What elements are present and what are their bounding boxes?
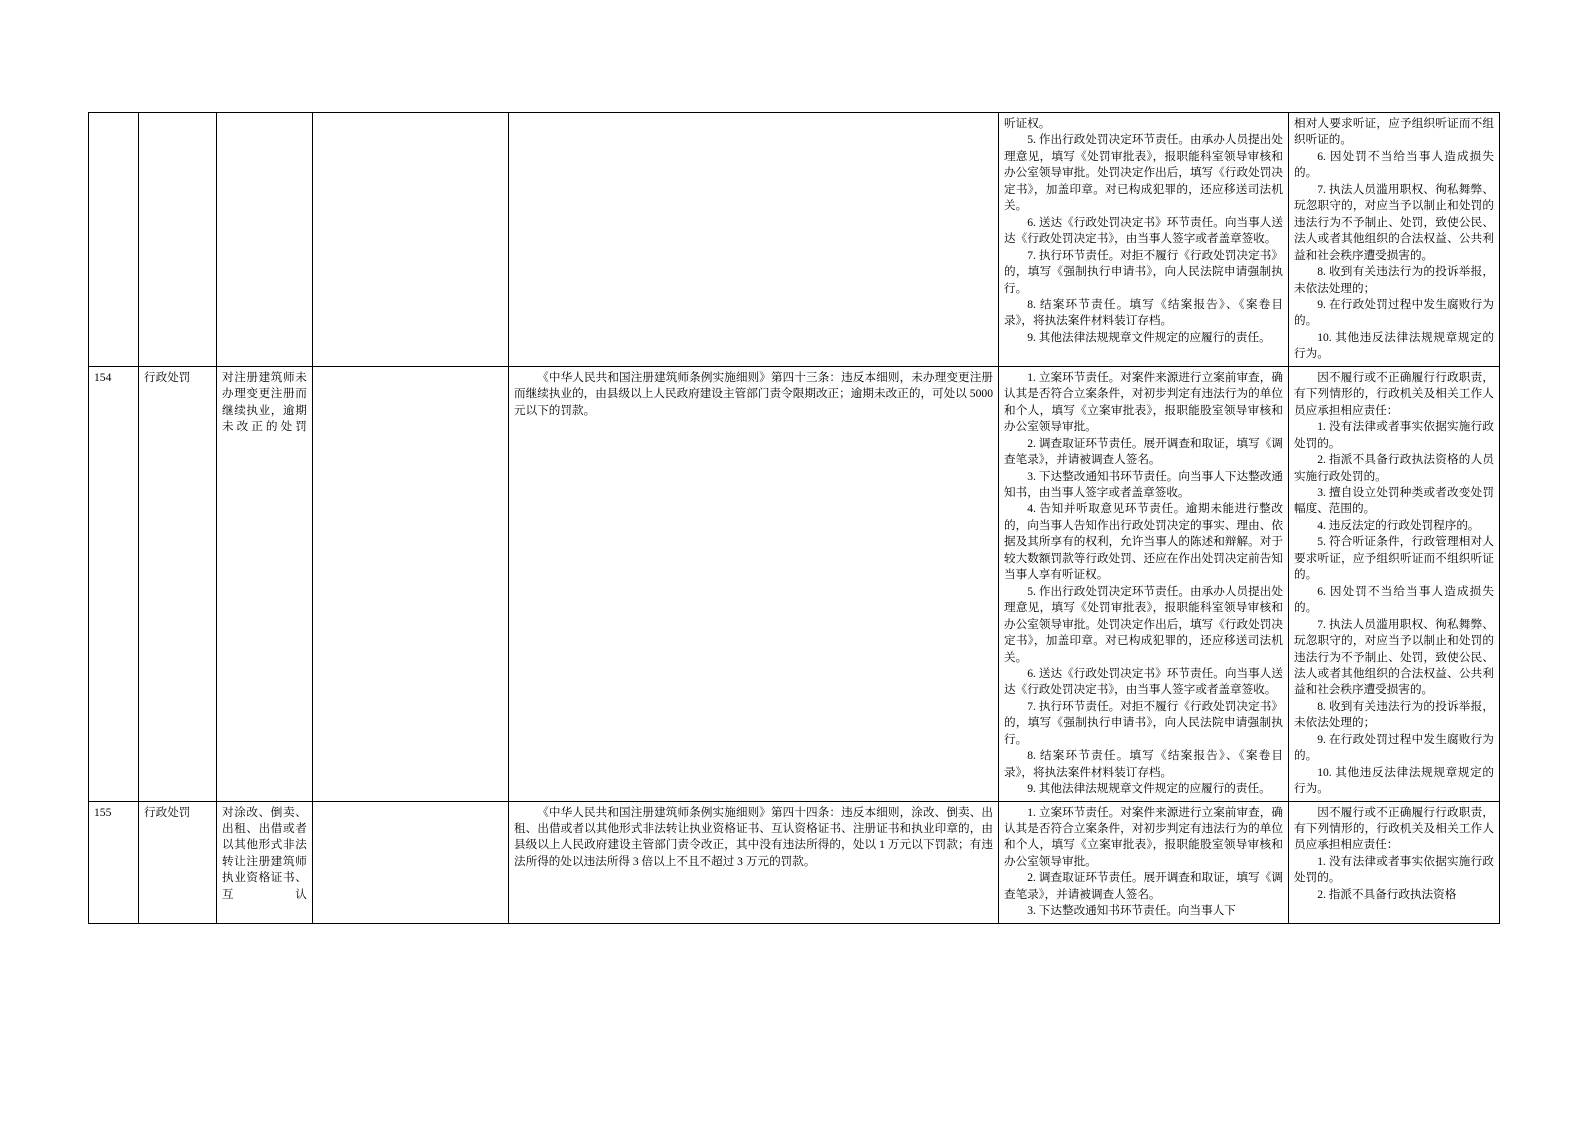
regulation-table — [88, 112, 1500, 924]
row-power-item: 对注册建筑师未办理变更注册而继续执业，逾期未改正的处罚 — [217, 366, 313, 801]
accountability-paragraph: 9. 在行政处罚过程中发生腐败行为的。 — [1294, 297, 1494, 328]
accountability-paragraph: 9. 在行政处罚过程中发生腐败行为的。 — [1294, 732, 1494, 763]
table-row — [89, 366, 1500, 801]
duty-paragraph: 4. 告知并听取意见环节责任。逾期未能进行整改的，向当事人告知作出行政处罚决定的事实、理由、依据及其所享有的权利，允许当事人的陈述和辩解。对于较大数额罚款等行政处罚、还应在作出处罚决定前告知当事人享有听证权。 — [1004, 502, 1283, 582]
accountability-paragraph: 3. 擅自设立处罚种类或者改变处罚幅度、范围的。 — [1294, 485, 1494, 516]
row-legal-basis — [509, 113, 999, 367]
table-row — [89, 801, 1500, 923]
accountability-paragraph: 8. 收到有关违法行为的投诉举报，未依法处理的； — [1294, 265, 1494, 295]
accountability-paragraph: 10. 其他违反法律法规规章规定的行为。 — [1294, 330, 1494, 361]
duty-paragraph: 2. 调查取证环节责任。展开调查和取证，填写《调查笔录》，并请被调查人签名。 — [1004, 871, 1283, 901]
duty-paragraph: 9. 其他法律法规规章文件规定的应履行的责任。 — [1027, 330, 1271, 344]
accountability-paragraph: 6. 因处罚不当给当事人造成损失的。 — [1294, 584, 1494, 615]
row-remark — [313, 801, 509, 923]
accountability-paragraph: 2. 指派不具备行政执法资格 — [1317, 887, 1457, 901]
duty-paragraph: 2. 调查取证环节责任。展开调查和取证，填写《调查笔录》，并请被调查人签名。 — [1004, 436, 1283, 467]
duty-paragraph: 8. 结案环节责任。填写《结案报告》、《案卷目录》，将执法案件材料装订存档。 — [1004, 297, 1283, 328]
accountability-paragraph: 4. 违反法定的行政处罚程序的。 — [1317, 518, 1480, 532]
table-row — [89, 113, 1500, 367]
row-duty-items — [999, 801, 1289, 923]
duty-paragraph: 6. 送达《行政处罚决定书》环节责任。向当事人送达《行政处罚决定书》，由当事人签字或者盖章签收。 — [1004, 666, 1283, 697]
row-number: 154 — [89, 366, 139, 801]
duty-paragraph: 7. 执行环节责任。对拒不履行《行政处罚决定书》的，填写《强制执行申请书》，向人民法院申请强制执行。 — [1004, 248, 1283, 295]
row-number: 155 — [89, 801, 139, 923]
accountability-paragraph: 相对人要求听证，应予组织听证而不组织听证的。 — [1294, 117, 1494, 147]
accountability-paragraph: 1. 没有法律或者事实依据实施行政处罚的。 — [1294, 854, 1494, 885]
row-power-item: 对涂改、倒卖、出租、出借或者以其他形式非法转让注册建筑师执业资格证书、互认 — [217, 801, 313, 923]
accountability-paragraph: 7. 执法人员滥用职权、徇私舞弊、玩忽职守的，对应当予以制止和处罚的违法行为不予制止、处罚，致使公民、法人或者其他组织的合法权益、公共利益和社会秩序遭受损害的。 — [1294, 182, 1494, 262]
accountability-paragraph: 因不履行或不正确履行行政职责，有下列情形的，行政机关及相关工作人员应承担相应责任： — [1294, 805, 1494, 852]
accountability-paragraph: 1. 没有法律或者事实依据实施行政处罚的。 — [1294, 420, 1494, 450]
row-power-item — [217, 113, 313, 367]
accountability-paragraph: 8. 收到有关违法行为的投诉举报，未依法处理的； — [1294, 699, 1494, 730]
legal-basis-paragraph: 《中华人民共和国注册建筑师条例实施细则》第四十三条：违反本细则，未办理变更注册而继续执业的，由县级以上人民政府建设主管部门责令限期改正；逾期未改正的，可处以 5000 元以下的罚款。 — [514, 370, 993, 417]
duty-paragraph: 6. 送达《行政处罚决定书》环节责任。向当事人送达《行政处罚决定书》，由当事人签字或者盖章签收。 — [1004, 215, 1283, 246]
accountability-paragraph: 10. 其他违反法律法规规章规定的行为。 — [1294, 765, 1494, 796]
duty-paragraph: 9. 其他法律法规规章文件规定的应履行的责任。 — [1027, 782, 1271, 796]
legal-basis-paragraph: 《中华人民共和国注册建筑师条例实施细则》第四十四条：违反本细则，涂改、倒卖、出租、出借或者以其他形式非法转让执业资格证书、互认资格证书、注册证书和执业印章的，由县级以上人民政府建设主管部门责令改正，其中没有违法所得的，处以 1 万元以下罚款；有违法所得的处以违法所得 3 倍以上不且不超过 3 万元的罚款。 — [514, 805, 993, 868]
row-legal-basis — [509, 366, 999, 801]
row-power-type — [139, 113, 217, 367]
duty-paragraph: 8. 结案环节责任。填写《结案报告》、《案卷目录》，将执法案件材料装订存档。 — [1004, 749, 1283, 779]
row-remark — [313, 113, 509, 367]
accountability-paragraph: 因不履行或不正确履行行政职责，有下列情形的，行政机关及相关工作人员应承担相应责任： — [1294, 370, 1494, 417]
duty-paragraph: 5. 作出行政处罚决定环节责任。由承办人员提出处理意见，填写《处罚审批表》，报职能科室领导审核和办公室领导审批。处罚决定作出后，填写《行政处罚决定书》，加盖印章。对已构成犯罪的，还应移送司法机关。 — [1004, 584, 1283, 664]
duty-paragraph: 1. 立案环节责任。对案件来源进行立案前审查，确认其是否符合立案条件，对初步判定有违法行为的单位和个人，填写《立案审批表》，报职能股室领导审核和办公室领导审批。 — [1004, 370, 1283, 434]
accountability-paragraph: 6. 因处罚不当给当事人造成损失的。 — [1294, 149, 1494, 180]
duty-paragraph: 3. 下达整改通知书环节责任。向当事人下 — [1027, 904, 1236, 918]
row-legal-basis — [509, 801, 999, 923]
row-number — [89, 113, 139, 367]
accountability-paragraph: 7. 执法人员滥用职权、徇私舞弊、玩忽职守的，对应当予以制止和处罚的违法行为不予制止、处罚，致使公民、法人或者其他组织的合法权益、公共利益和社会秩序遭受损害的。 — [1294, 617, 1494, 697]
row-duty-items — [999, 366, 1289, 801]
accountability-paragraph: 5. 符合听证条件，行政管理相对人要求听证，应予组织听证而不组织听证的。 — [1294, 535, 1494, 582]
accountability-paragraph: 2. 指派不具备行政执法资格的人员实施行政处罚的。 — [1294, 453, 1494, 483]
duty-paragraph: 5. 作出行政处罚决定环节责任。由承办人员提出处理意见，填写《处罚审批表》，报职能科室领导审核和办公室领导审批。处罚决定作出后，填写《行政处罚决定书》，加盖印章。对已构成犯罪的，还应移送司法机关。 — [1004, 133, 1283, 213]
row-accountability — [1289, 801, 1500, 923]
row-accountability — [1289, 113, 1500, 367]
row-power-type: 行政处罚 — [139, 366, 217, 801]
duty-paragraph: 7. 执行环节责任。对拒不履行《行政处罚决定书》的，填写《强制执行申请书》，向人民法院申请强制执行。 — [1004, 699, 1283, 746]
row-remark — [313, 366, 509, 801]
row-duty-items — [999, 113, 1289, 367]
row-accountability — [1289, 366, 1500, 801]
duty-paragraph: 1. 立案环节责任。对案件来源进行立案前审查，确认其是否符合立案条件，对初步判定有违法行为的单位和个人，填写《立案审批表》，报职能股室领导审核和办公室领导审批。 — [1004, 805, 1283, 868]
duty-paragraph: 听证权。 — [1004, 117, 1051, 130]
row-power-type: 行政处罚 — [139, 801, 217, 923]
duty-paragraph: 3. 下达整改通知书环节责任。向当事人下达整改通知书，由当事人签字或者盖章签收。 — [1004, 469, 1283, 499]
